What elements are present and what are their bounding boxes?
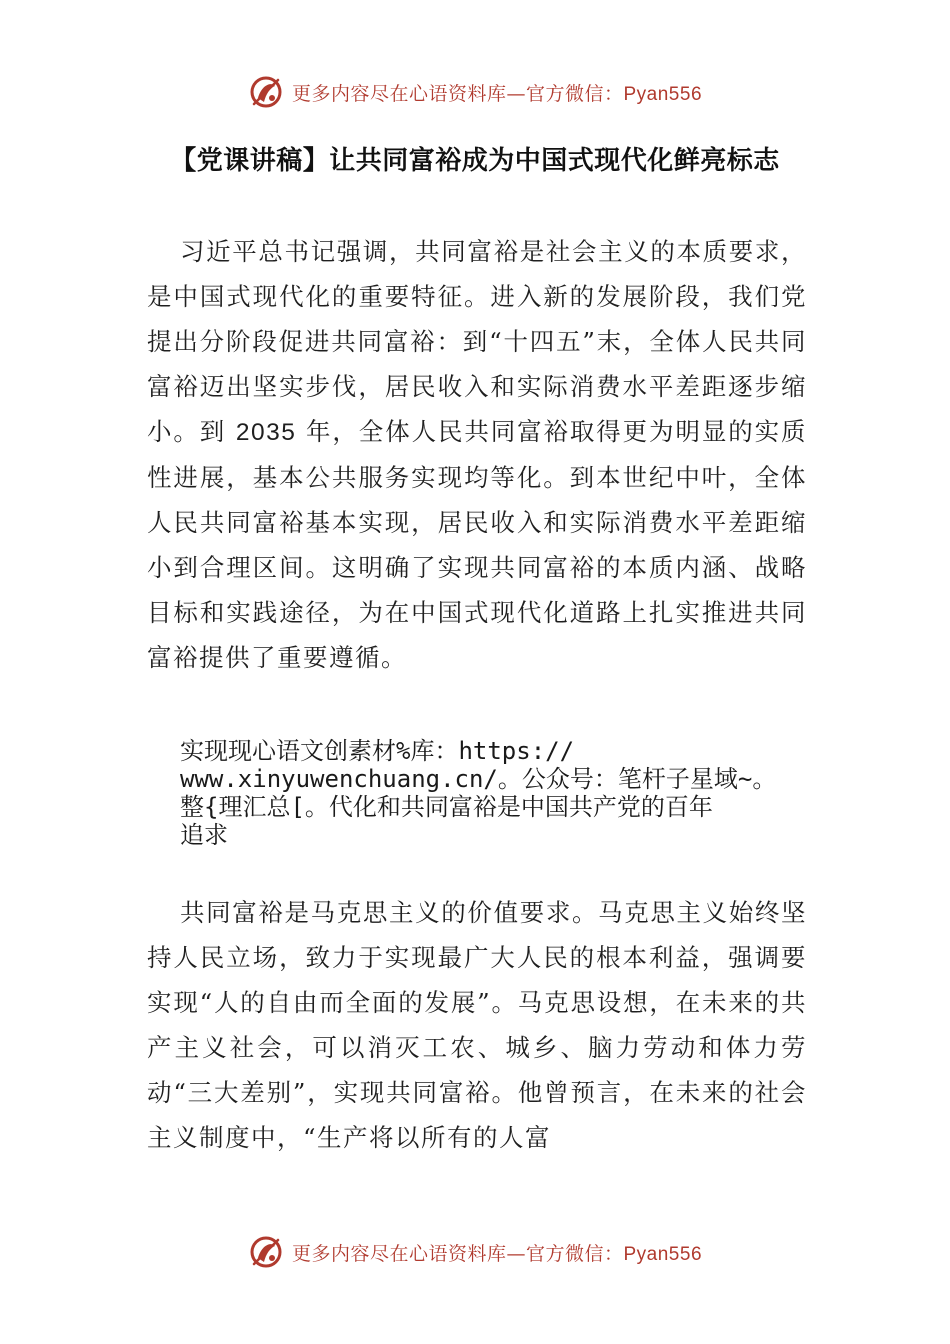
header-banner (0, 68, 950, 116)
footer-brand-logo-icon (248, 1234, 284, 1270)
footer-banner-label: 更多内容尽在心语资料库—官方微信： (291, 1242, 624, 1265)
footer-banner (0, 1228, 950, 1276)
inserted-line-3: 整{理汇总[。代化和共同富裕是中国共产党的百年 (180, 793, 713, 821)
inserted-line-2: www.xinyuwenchuang.cn/。公众号：笔杆子星域~。 (180, 765, 777, 793)
footer-banner-wechat-id: Pyan556 (623, 1243, 703, 1265)
paragraph-1 (147, 229, 807, 680)
paragraph-1-part-b: 年，全体人民共同富裕取得更为明显的实质性进展，基本公共服务实现均等化。到本世纪中叶，全体人民共同富裕基本实现，居民收入和实际消费水平差距缩小到合理区间。这明确了实现共同富裕的本质内涵、战略目标和实践途径，为在中国式现代化道路上扎实推进共同富裕提供了重要遵循。 (147, 417, 807, 672)
header-banner-label: 更多内容尽在心语资料库—官方微信： (291, 82, 624, 105)
paragraph-3: 共同富裕是马克思主义的价值要求。马克思主义始终坚持人民立场，致力于实现最广大人民的根本利益，强调要实现“人的自由而全面的发展”。马克思设想，在未来的共产主义社会，可以消灭工农、城乡、脑力劳动和体力劳动“三大差别”，实现共同富裕。他曾预言，在未来的社会主义制度中，“生产将以所有的人富 (147, 898, 807, 1152)
footer-banner-text (292, 1239, 702, 1266)
header-banner-text (292, 79, 702, 106)
inserted-text-block (180, 737, 820, 849)
brand-logo-icon (248, 74, 284, 110)
header-banner-wechat-id: Pyan556 (623, 83, 703, 105)
document-title: 【党课讲稿】让共同富裕成为中国式现代化鲜亮标志 (170, 146, 780, 176)
inserted-line-4: 追求 (180, 821, 228, 849)
inserted-line-1: 实现现心语文创素材%库：https:// (180, 737, 575, 765)
paragraph-1-year: 2035 (235, 419, 297, 446)
paragraph-1-part-a: 习近平总书记强调，共同富裕是社会主义的本质要求，是中国式现代化的重要特征。进入新的发展阶段，我们党提出分阶段促进共同富裕：到“十四五”末，全体人民共同富裕迈出坚实步伐，居民收入和实际消费水平差距逐步缩小。到 (147, 237, 807, 446)
